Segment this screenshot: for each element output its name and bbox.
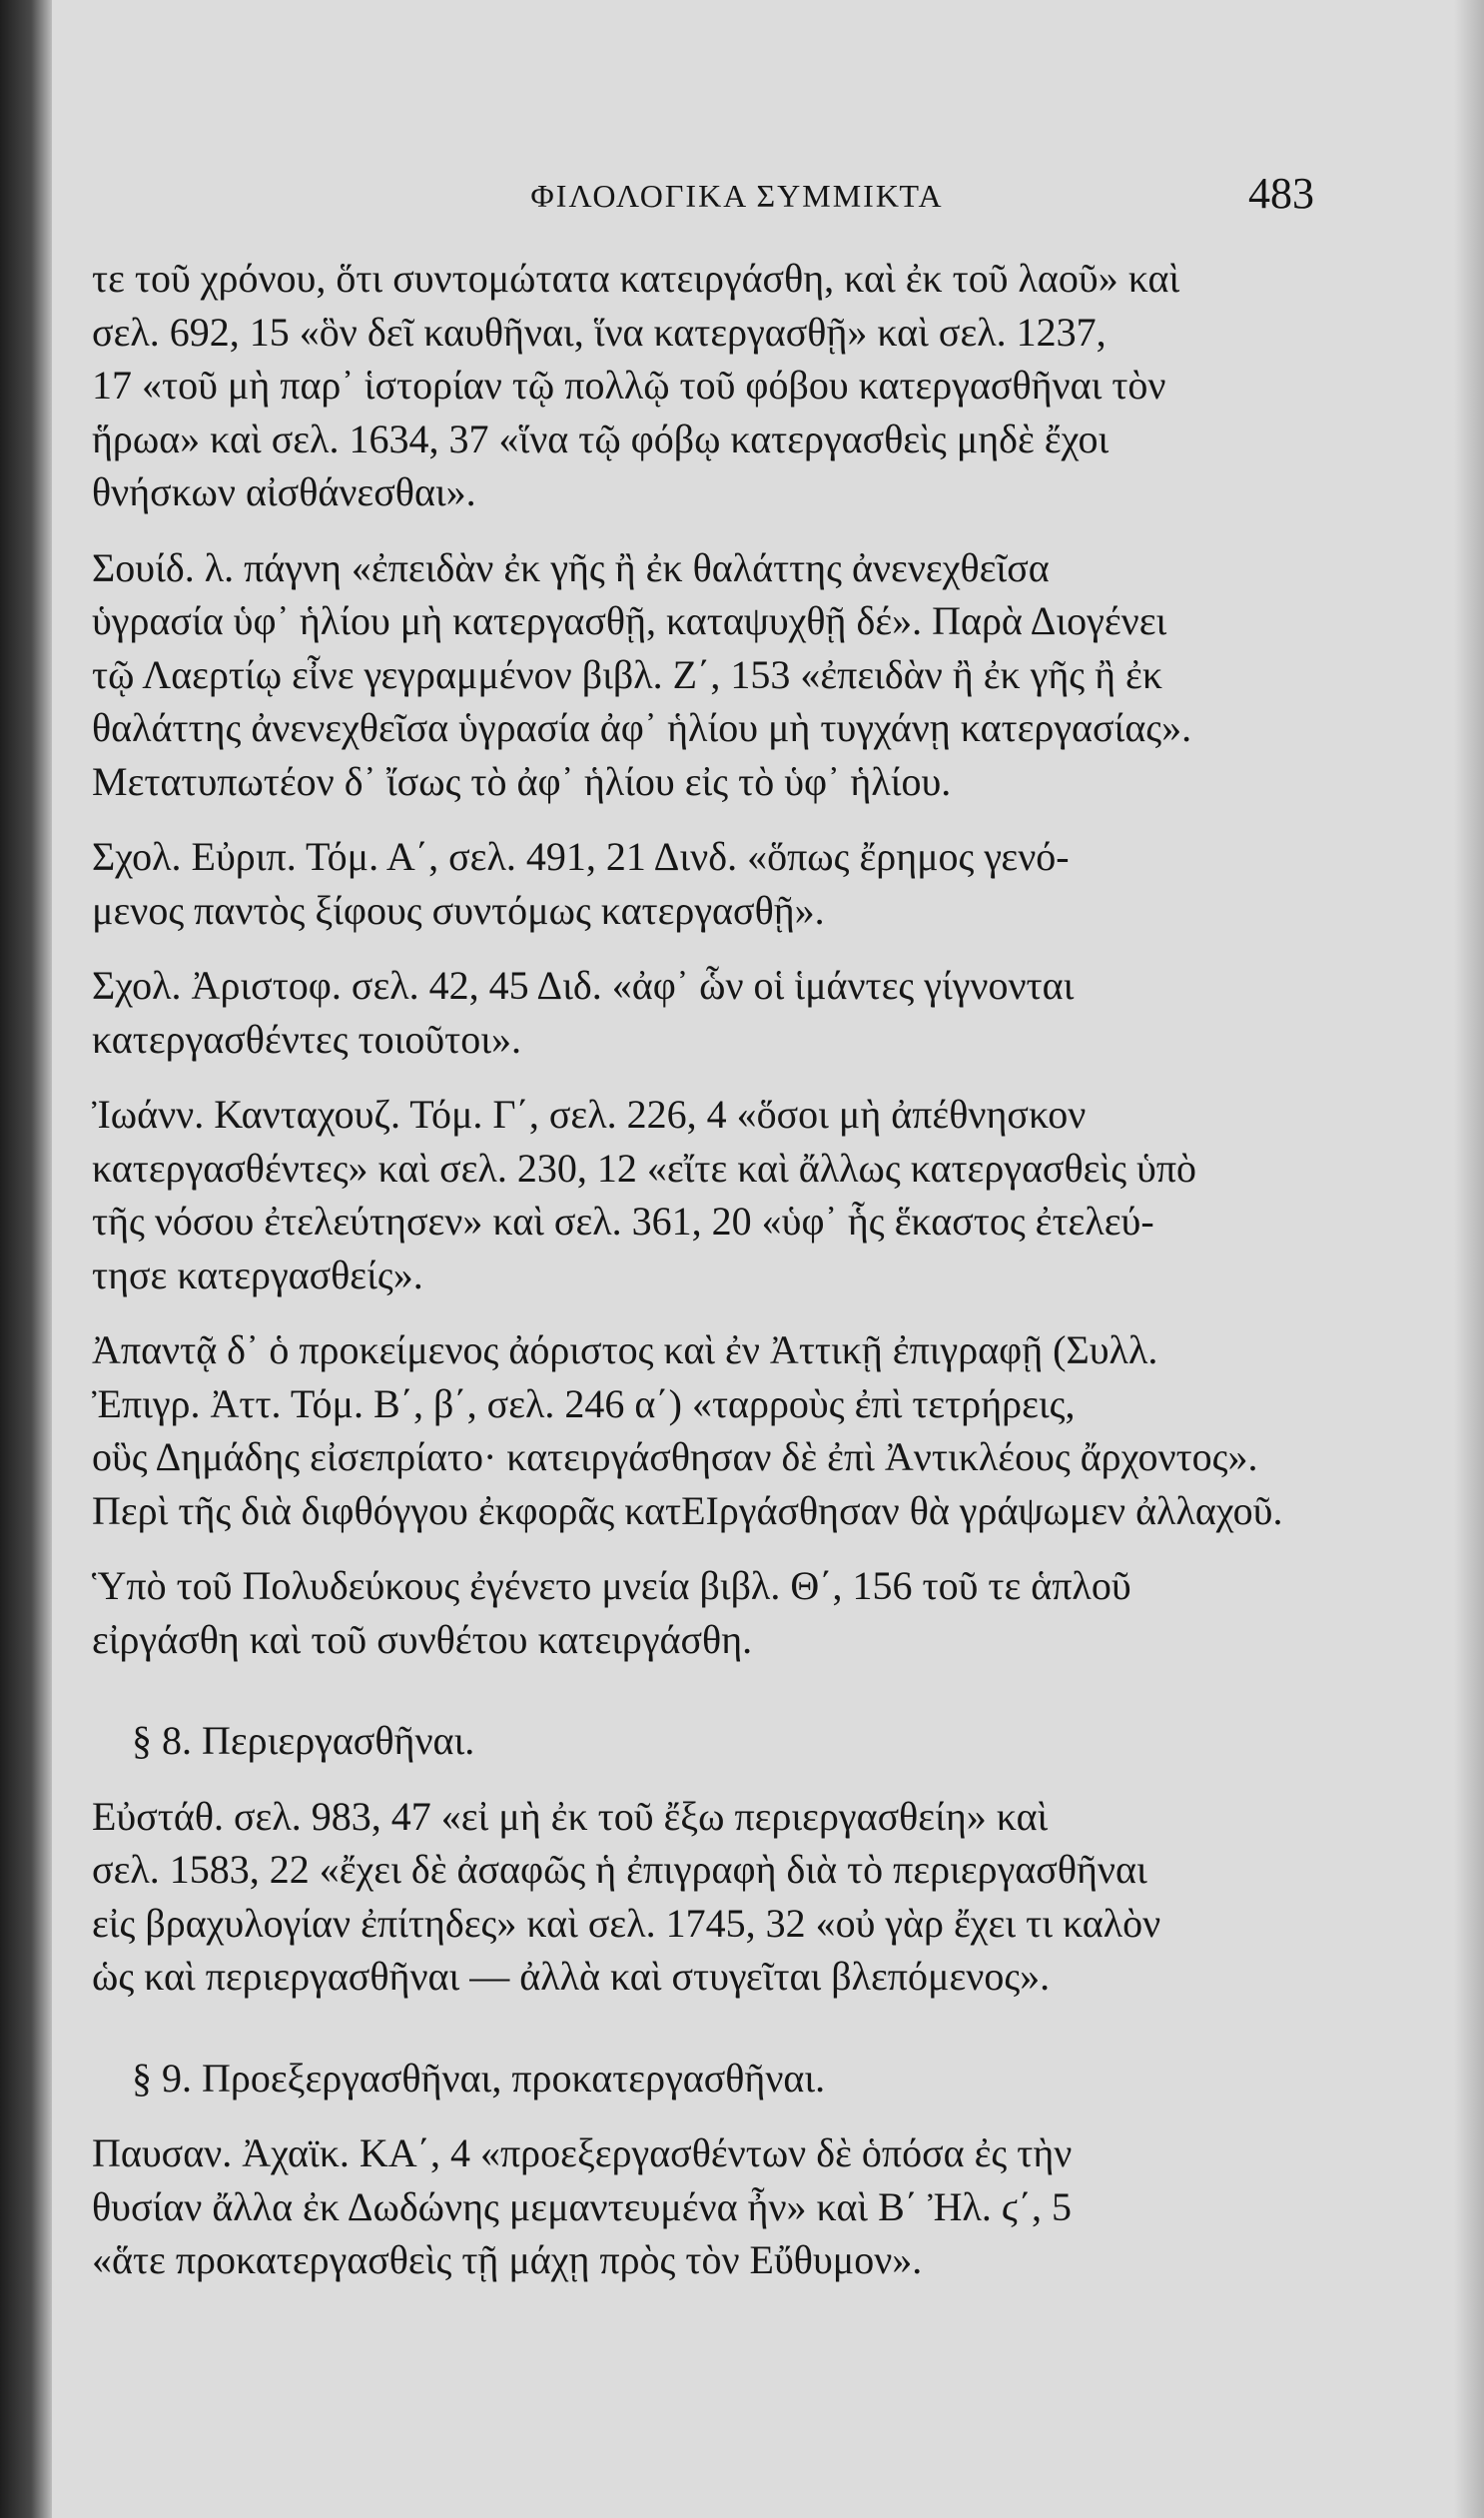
text-line: Περὶ τῆς διὰ διφθόγγου ἐκφορᾶς κατΕΙργάσθησαν θὰ γράψωμεν ἀλλαχοῦ.	[92, 1487, 1283, 1533]
paragraph	[92, 830, 1320, 937]
paragraph	[92, 959, 1320, 1066]
block-gap	[92, 519, 1320, 541]
text-body	[92, 252, 1320, 2287]
text-line: ἥρωα» καὶ σελ. 1634, 37 «ἵνα τῷ φόβῳ κατεργασθεὶς μηδὲ ἔχοι	[92, 416, 1110, 461]
text-line: Ἀπαντᾷ δ᾽ ὁ προκείμενος ἀόριστος καὶ ἐν Ἀττικῇ ἐπιγραφῇ (Συλλ.	[92, 1327, 1158, 1372]
text-line: Παυσαν. Ἀχαϊκ. ΚΑ΄, 4 «προεξεργασθέντων δὲ ὁπόσα ἐς τὴν	[92, 2130, 1073, 2175]
text-line: σελ. 1583, 22 «ἔχει δὲ ἀσαφῶς ἡ ἐπιγραφὴ διὰ τὸ περιεργασθῆναι	[92, 1847, 1147, 1892]
block-gap	[92, 1066, 1320, 1088]
paragraph	[92, 541, 1320, 809]
text-line: τησε κατεργασθείς».	[92, 1252, 423, 1297]
page-header	[160, 168, 1314, 228]
paragraph	[92, 2126, 1320, 2287]
block-gap	[92, 2004, 1320, 2052]
text-line: Σχολ. Εὐριπ. Τόμ. Α΄, σελ. 491, 21 Δινδ. «ὅπως ἔρημος γενό-	[92, 834, 1070, 879]
page-number: 483	[1248, 169, 1314, 218]
block-gap	[92, 1301, 1320, 1323]
text-line: κατεργασθέντες τοιοῦτοι».	[92, 1016, 522, 1062]
paragraph	[92, 252, 1320, 519]
text-line: ὡς καὶ περιεργασθῆναι — ἀλλὰ καὶ στυγεῖται βλεπόμενος».	[92, 1954, 1051, 1999]
text-line: θαλάττης ἀνενεχθεῖσα ὑγρασία ἀφ᾽ ἡλίου μὴ τυγχάνῃ κατεργασίας».	[92, 705, 1192, 750]
paragraph	[92, 1323, 1320, 1537]
paragraph	[92, 1088, 1320, 1301]
section-heading	[92, 2052, 1320, 2105]
text-line: τῆς νόσου ἐτελεύτησεν» καὶ σελ. 361, 20 «ὑφ᾽ ἧς ἕκαστος ἐτελεύ-	[92, 1199, 1154, 1244]
text-line: τε τοῦ χρόνου, ὅτι συντομώτατα κατειργάσθη, καὶ ἐκ τοῦ λαοῦ» καὶ	[92, 256, 1180, 301]
text-line: θυσίαν ἄλλα ἐκ Δωδώνης μεμαντευμένα ἦν» καὶ Β΄ Ἠλ. ϛ΄, 5	[92, 2183, 1072, 2229]
paragraph	[92, 1559, 1320, 1666]
text-line: οὓς Δημάδης εἰσεπρίατο· κατειργάσθησαν δὲ ἐπὶ Ἀντικλέους ἄρχοντος».	[92, 1434, 1258, 1479]
text-line: Μετατυπωτέον δ᾽ ἴσως τὸ ἀφ᾽ ἡλίου εἰς τὸ ὑφ᾽ ἡλίου.	[92, 758, 952, 804]
section-heading	[92, 1714, 1320, 1768]
text-line: εἰργάσθη καὶ τοῦ συνθέτου κατειργάσθη.	[92, 1616, 753, 1662]
text-line: Εὐστάθ. σελ. 983, 47 «εἰ μὴ ἐκ τοῦ ἔξω περιεργασθείη» καὶ	[92, 1793, 1049, 1839]
text-line: εἰς βραχυλογίαν ἐπίτηδες» καὶ σελ. 1745, 32 «οὐ γὰρ ἔχει τι καλὸν	[92, 1900, 1161, 1946]
text-line: κατεργασθέντες» καὶ σελ. 230, 12 «εἴτε καὶ ἄλλως κατεργασθεὶς ὑπὸ	[92, 1145, 1197, 1191]
text-line: θνήσκων αἰσθάνεσθαι».	[92, 469, 476, 514]
block-gap	[92, 1537, 1320, 1559]
text-line: ὑγρασία ὑφ᾽ ἡλίου μὴ κατεργασθῇ, καταψυχθῇ δέ». Παρὰ Διογένει	[92, 598, 1167, 643]
text-line: τῷ Λαερτίῳ εἶνε γεγραμμένον βιβλ. Ζ΄, 153 «ἐπειδὰν ἢ ἐκ γῆς ἢ ἐκ	[92, 651, 1162, 697]
block-gap	[92, 808, 1320, 830]
block-gap	[92, 1666, 1320, 1714]
text-line: § 8. Περιεργασθῆναι.	[132, 1718, 475, 1763]
running-title: ΦΙΛΟΛΟΓΙΚΑ ΣΥΜΜΙΚΤΑ	[530, 178, 944, 214]
text-line: Σχολ. Ἀριστοφ. σελ. 42, 45 Διδ. «ἀφ᾽ ὧν οἱ ἱμάντες γίγνονται	[92, 963, 1075, 1008]
block-gap	[92, 2104, 1320, 2126]
text-line: «ἅτε προκατεργασθεὶς τῇ μάχῃ πρὸς τὸν Εὔθυμον».	[92, 2237, 923, 2282]
text-line: Σουίδ. λ. πάγνη «ἐπειδὰν ἐκ γῆς ἢ ἐκ θαλάττης ἀνενεχθεῖσα	[92, 544, 1050, 590]
block-gap	[92, 937, 1320, 959]
text-line: Ἰωάνν. Κανταχουζ. Τόμ. Γ΄, σελ. 226, 4 «ὅσοι μὴ ἀπέθνησκον	[92, 1092, 1087, 1137]
paragraph	[92, 1790, 1320, 2004]
text-line: 17 «τοῦ μὴ παρ᾽ ἱστορίαν τῷ πολλῷ τοῦ φόβου κατεργασθῆναι τὸν	[92, 363, 1166, 408]
text-line: μενος παντὸς ξίφους συντόμως κατεργασθῇ».	[92, 887, 825, 933]
text-line: § 9. Προεξεργασθῆναι, προκατεργασθῆναι.	[132, 2055, 826, 2100]
text-line: Ἐπιγρ. Ἀττ. Τόμ. Β΄, β΄, σελ. 246 α΄) «ταρροὺς ἐπὶ τετρήρεις,	[92, 1380, 1076, 1426]
text-line: Ὑπὸ τοῦ Πολυδεύκους ἐγένετο μνεία βιβλ. Θ΄, 156 τοῦ τε ἁπλοῦ	[92, 1563, 1131, 1608]
text-line: σελ. 692, 15 «ὃν δεῖ καυθῆναι, ἵνα κατεργασθῇ» καὶ σελ. 1237,	[92, 309, 1107, 355]
block-gap	[92, 1768, 1320, 1790]
